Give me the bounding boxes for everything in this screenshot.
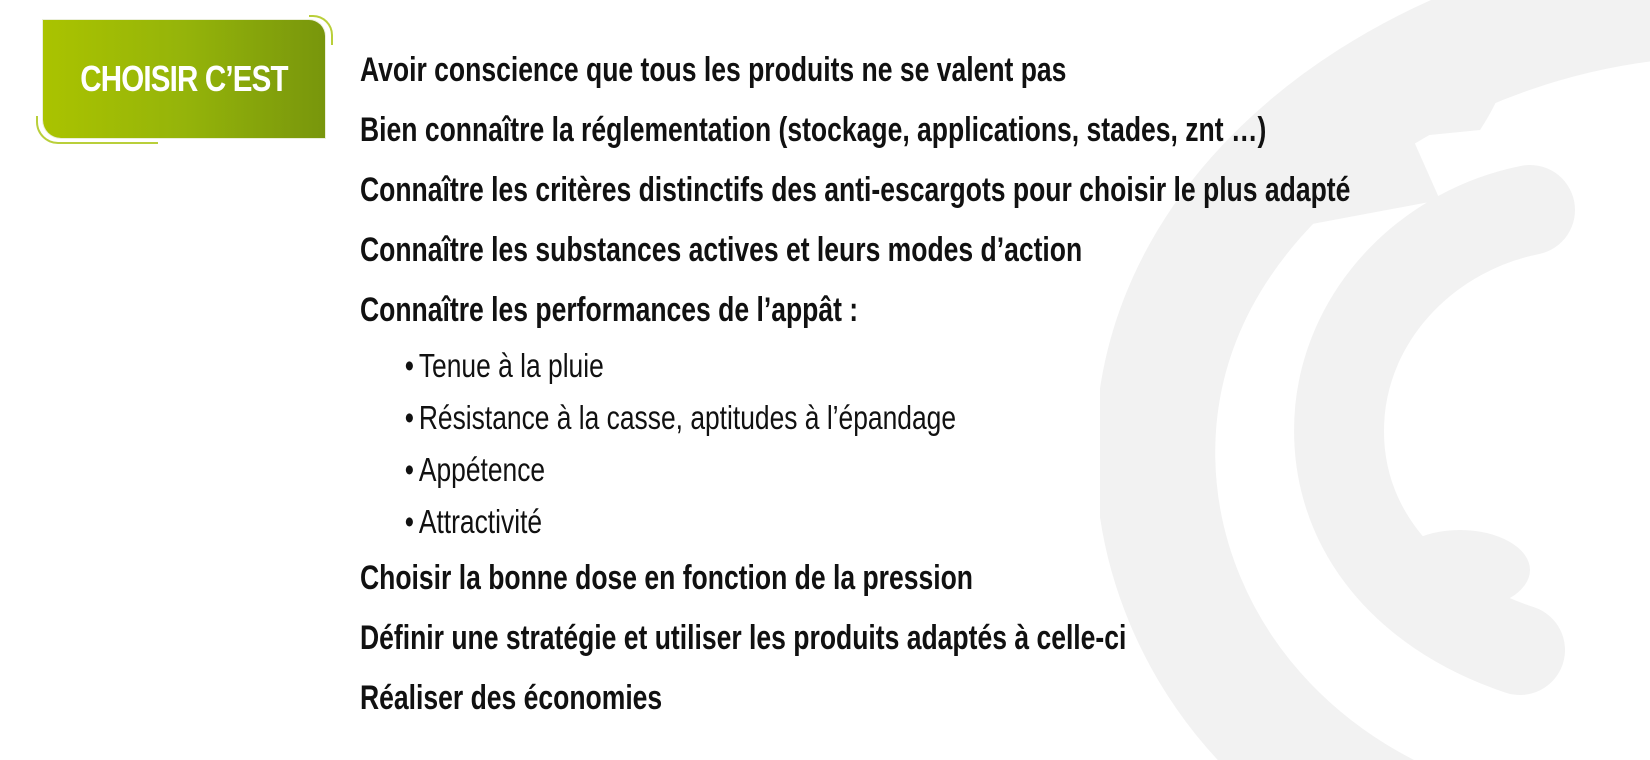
bullet-icon: • <box>404 347 415 384</box>
sub-list-item-text: Tenue à la pluie <box>418 347 604 384</box>
tab-curl-decoration <box>309 15 333 45</box>
sub-list-item-text: Attractivité <box>418 503 543 540</box>
sub-list-item <box>360 392 1208 444</box>
list-item: Connaître les performances de l’appât : <box>360 291 859 329</box>
list-item: Bien connaître la réglementation (stockage, applications, stades, znt …) <box>360 111 1267 149</box>
list-item: Connaître les critères distinctifs des anti-escargots pour choisir le plus adapté <box>360 171 1351 209</box>
list-item: Choisir la bonne dose en fonction de la pression <box>360 559 973 597</box>
bullet-icon: • <box>404 399 415 436</box>
sub-list-item <box>360 340 1208 392</box>
list-item: Réaliser des économies <box>360 679 663 717</box>
bullet-icon: • <box>404 451 415 488</box>
sub-list-item <box>360 496 1208 548</box>
bullet-icon: • <box>404 503 415 540</box>
sub-list-item-text: Résistance à la casse, aptitudes à l’épandage <box>418 399 957 436</box>
list-item: Connaître les substances actives et leurs modes d’action <box>360 231 1083 269</box>
sub-list-item <box>360 444 1208 496</box>
sub-list-item-text: Appétence <box>418 451 546 488</box>
section-title: CHOISIR C’EST <box>80 58 288 99</box>
bullet-list <box>360 40 1420 728</box>
list-item: Définir une stratégie et utiliser les produits adaptés à celle-ci <box>360 619 1127 657</box>
list-item: Avoir conscience que tous les produits ne se valent pas <box>360 51 1067 89</box>
section-title-tab <box>43 20 325 138</box>
